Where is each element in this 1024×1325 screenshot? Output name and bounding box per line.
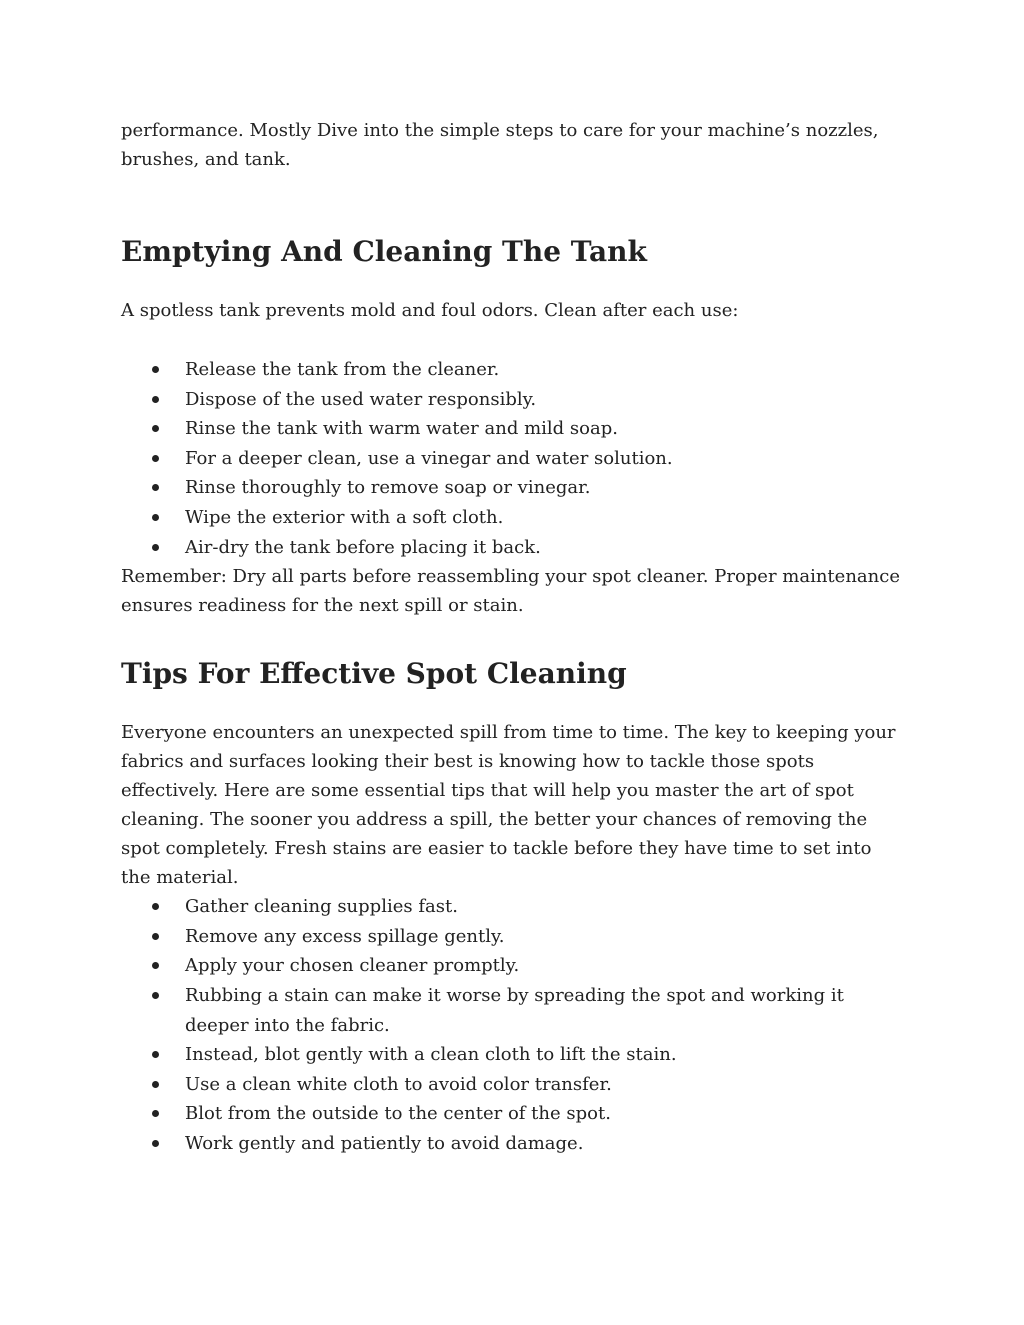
intro-paragraph: performance. Mostly Dive into the simple steps to care for your machine’s nozzles, brushes, and tank. <box>121 120 879 170</box>
list-item-text: Blot from the outside to the center of the spot. <box>185 1103 611 1125</box>
bullet-icon <box>152 455 159 462</box>
section-tips-lead: Everyone encounters an unexpected spill from time to time. The key to keeping your fabrics and surfaces looking their best is knowing how to tackle those spots effectively. Here are some essential tips that will help you master the art of spot cleaning. The sooner you address a spill, the better your chances of removing the spot completely. Fresh stains are easier to tackle before they have time to set into the material. <box>121 722 896 889</box>
bullet-icon <box>152 992 159 999</box>
list-item <box>185 473 901 503</box>
section-heading-tips: Tips For Effective Spot Cleaning <box>121 657 627 691</box>
bullet-icon <box>152 366 159 373</box>
bullet-icon <box>152 544 159 551</box>
list-item <box>185 385 901 415</box>
list-item <box>185 1040 901 1070</box>
tips-list <box>121 892 901 1158</box>
bullet-icon <box>152 484 159 491</box>
list-item <box>185 533 901 563</box>
bullet-icon <box>152 1081 159 1088</box>
list-item-text: Wipe the exterior with a soft cloth. <box>185 506 504 528</box>
list-item <box>185 503 901 533</box>
list-item-text: Rubbing a stain can make it worse by spreading the spot and working it deeper into the fabric. <box>185 984 844 1036</box>
bullet-icon <box>152 514 159 521</box>
remember-paragraph: Remember: Dry all parts before reassembling your spot cleaner. Proper maintenance ensures readiness for the next spill or stain. <box>121 566 900 617</box>
list-item <box>185 951 901 981</box>
section-tank-lead: A spotless tank prevents mold and foul odors. Clean after each use: <box>121 300 739 321</box>
list-item-text: Release the tank from the cleaner. <box>185 359 500 380</box>
document-page <box>121 116 901 1159</box>
bullet-icon <box>152 425 159 432</box>
list-item-text: Dispose of the used water responsibly. <box>185 388 537 410</box>
list-item <box>185 1070 901 1100</box>
bullet-icon <box>152 1051 159 1058</box>
list-item-text: Air-dry the tank before placing it back. <box>185 536 541 558</box>
tank-steps-list <box>121 355 901 562</box>
list-item-text: Instead, blot gently with a clean cloth to lift the stain. <box>185 1044 677 1066</box>
list-item-text: Apply your chosen cleaner promptly. <box>185 955 520 977</box>
bullet-icon <box>152 1110 159 1117</box>
list-item <box>185 444 901 474</box>
list-item-text: Rinse thoroughly to remove soap or vinegar. <box>185 477 591 499</box>
list-item-text: For a deeper clean, use a vinegar and water solution. <box>185 447 673 469</box>
list-item <box>185 355 901 385</box>
list-item-text: Work gently and patiently to avoid damage. <box>185 1132 584 1154</box>
list-item <box>185 1099 901 1129</box>
bullet-icon <box>152 1140 159 1147</box>
list-item-text: Gather cleaning supplies fast. <box>185 896 458 918</box>
bullet-icon <box>152 933 159 940</box>
list-item <box>185 981 901 1040</box>
section-heading-tank: Emptying And Cleaning The Tank <box>121 235 647 268</box>
list-item-text: Remove any excess spillage gently. <box>185 925 505 947</box>
list-item-text: Rinse the tank with warm water and mild soap. <box>185 418 618 440</box>
list-item-text: Use a clean white cloth to avoid color transfer. <box>185 1073 612 1095</box>
list-item <box>185 892 901 922</box>
list-item <box>185 1129 901 1159</box>
list-item <box>185 414 901 444</box>
list-item <box>185 922 901 952</box>
bullet-icon <box>152 903 159 910</box>
bullet-icon <box>152 396 159 403</box>
bullet-icon <box>152 962 159 969</box>
